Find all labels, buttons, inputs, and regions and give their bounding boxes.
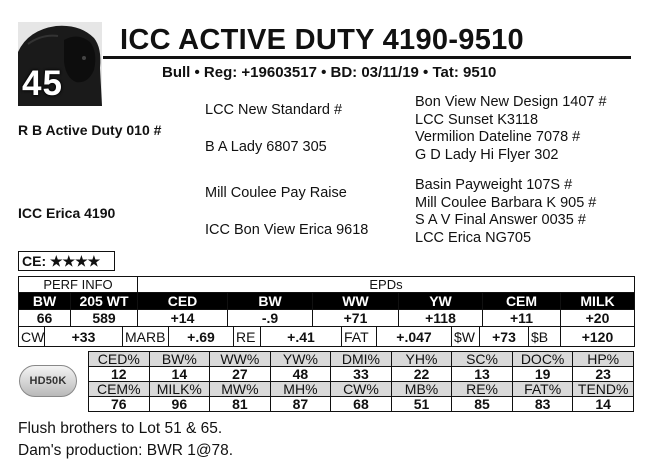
hd50k-label: WW% xyxy=(210,352,271,367)
animal-name: ICC ACTIVE DUTY 4190-9510 xyxy=(120,24,524,56)
hd50k-value: 23 xyxy=(573,367,634,382)
hd50k-value: 22 xyxy=(391,367,452,382)
perf-value: 66 xyxy=(19,310,71,327)
hd50k-value: 48 xyxy=(270,367,331,382)
hd50k-label: MILK% xyxy=(149,382,210,397)
epd-value: +71 xyxy=(313,310,399,327)
hd50k-label: HP% xyxy=(573,352,634,367)
hd50k-label: BW% xyxy=(149,352,210,367)
hd50k-value: 51 xyxy=(391,397,452,412)
hd50k-label: CED% xyxy=(89,352,150,367)
hd50k-label: TEND% xyxy=(573,382,634,397)
pedigree-dam-dam: ICC Bon View Erica 9618 xyxy=(205,222,369,238)
hd50k-label: YH% xyxy=(391,352,452,367)
title-divider xyxy=(103,56,631,59)
hd50k-value: 85 xyxy=(452,397,513,412)
epd-table xyxy=(18,276,635,327)
calving-ease-badge: CE: ★★★★ xyxy=(18,251,115,271)
hd50k-label: MB% xyxy=(391,382,452,397)
epd-label: WW xyxy=(313,293,399,310)
index-label: CW xyxy=(19,327,45,347)
epd-value: -.9 xyxy=(228,310,313,327)
lot-number: 45 xyxy=(22,64,63,103)
pedigree-ssd: LCC Sunset K3118 xyxy=(415,111,539,128)
hd50k-value: 76 xyxy=(89,397,150,412)
index-label: $B xyxy=(529,327,561,347)
hd50k-value: 87 xyxy=(270,397,331,412)
pedigree-dsd: Mill Coulee Barbara K 905 # xyxy=(415,194,597,211)
hd50k-label: MW% xyxy=(210,382,271,397)
hd50k-value: 96 xyxy=(149,397,210,412)
perf-info-header: PERF INFO xyxy=(19,277,138,293)
hd50k-label: CEM% xyxy=(89,382,150,397)
hd50k-label: YW% xyxy=(270,352,331,367)
pedigree-sire: R B Active Duty 010 # xyxy=(18,122,162,138)
hd50k-label: FAT% xyxy=(512,382,573,397)
pedigree-sdd: G D Lady Hi Flyer 302 xyxy=(415,146,559,163)
index-value: +33 xyxy=(45,327,123,347)
index-value: +.69 xyxy=(169,327,234,347)
hd50k-label: MH% xyxy=(270,382,331,397)
index-label: MARB xyxy=(123,327,169,347)
hd50k-value: 19 xyxy=(512,367,573,382)
pedigree-sire-dam: B A Lady 6807 305 xyxy=(205,139,327,155)
hd50k-value: 12 xyxy=(89,367,150,382)
hd50k-label: CW% xyxy=(331,382,392,397)
epd-value: +20 xyxy=(561,310,635,327)
index-value: +.047 xyxy=(377,327,452,347)
epds-header: EPDs xyxy=(138,277,635,293)
hd50k-value: 68 xyxy=(331,397,392,412)
hd50k-label: DMI% xyxy=(331,352,392,367)
epd-label: CEM xyxy=(483,293,561,310)
index-label: RE xyxy=(234,327,261,347)
pedigree-dam: ICC Erica 4190 xyxy=(18,205,116,221)
pedigree-dam-grandparents xyxy=(415,177,596,247)
epd-value: +14 xyxy=(138,310,228,327)
index-value: +.41 xyxy=(261,327,342,347)
hd50k-value: 33 xyxy=(331,367,392,382)
perf-value: 589 xyxy=(71,310,138,327)
note-line: Dam's production: BWR 1@78. xyxy=(18,442,234,459)
hd50k-logo: HD50K xyxy=(19,365,77,397)
epd-label: YW xyxy=(399,293,483,310)
epd-value: +118 xyxy=(399,310,483,327)
pedigree-dam-sire: Mill Coulee Pay Raise xyxy=(205,185,347,201)
pedigree-sds: Vermilion Dateline 7078 # xyxy=(415,129,581,145)
hd50k-label: SC% xyxy=(452,352,513,367)
hd50k-value: 14 xyxy=(149,367,210,382)
hd50k-value: 27 xyxy=(210,367,271,382)
hd50k-value: 13 xyxy=(452,367,513,382)
pedigree-sss: Bon View New Design 1407 # xyxy=(415,94,607,110)
pedigree-dss: Basin Payweight 107S # xyxy=(415,177,573,193)
hd50k-table xyxy=(88,351,634,412)
index-value: +120 xyxy=(561,327,635,347)
perf-label: BW xyxy=(19,293,71,310)
animal-details: Bull • Reg: +19603517 • BD: 03/11/19 • Tat: 9510 xyxy=(162,64,497,81)
hd50k-value: 81 xyxy=(210,397,271,412)
pedigree-ddd: LCC Erica NG705 xyxy=(415,229,532,246)
epd-value: +11 xyxy=(483,310,561,327)
index-value: +73 xyxy=(480,327,529,347)
pedigree-dds: S A V Final Answer 0035 # xyxy=(415,212,586,228)
epd-label: MILK xyxy=(561,293,635,310)
epd-label: CED xyxy=(138,293,228,310)
pedigree-sire-grandparents xyxy=(415,94,607,164)
index-label: FAT xyxy=(342,327,377,347)
hd50k-value: 14 xyxy=(573,397,634,412)
index-table xyxy=(18,326,635,347)
hd50k-label: RE% xyxy=(452,382,513,397)
epd-label: BW xyxy=(228,293,313,310)
hd50k-label: DOC% xyxy=(512,352,573,367)
index-label: $W xyxy=(452,327,480,347)
perf-label: 205 WT xyxy=(71,293,138,310)
pedigree-sire-sire: LCC New Standard # xyxy=(205,102,343,118)
hd50k-value: 83 xyxy=(512,397,573,412)
note-line: Flush brothers to Lot 51 & 65. xyxy=(18,420,223,437)
